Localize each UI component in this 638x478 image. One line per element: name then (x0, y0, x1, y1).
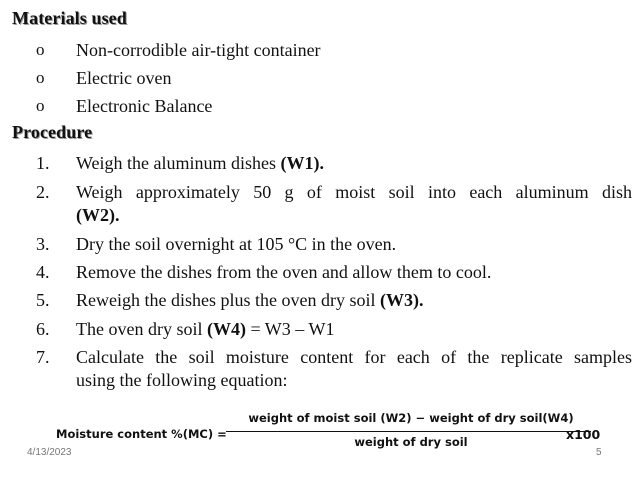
step-text: Calculate the soil moisture content for each of the replicate samples (76, 347, 632, 367)
step-text: = W3 – W1 (245, 319, 335, 339)
formula-numerator: weight of moist soil (W2) − weight of dry soil(W4) (248, 411, 574, 425)
step-bold-text: (W3). (379, 290, 424, 310)
materials-heading: Materials used (12, 8, 127, 28)
step-text: using the following equation: (76, 370, 288, 390)
step-bold-text: (W4) (206, 319, 246, 339)
step-number: 2. (36, 182, 50, 202)
procedure-step (36, 261, 632, 284)
step-number: 3. (36, 234, 50, 254)
procedure-step (36, 289, 632, 312)
step-text: Dry the soil overnight at 105 °C in the oven. (76, 234, 397, 254)
step-text: Remove the dishes from the oven and allow them to cool. (76, 262, 492, 282)
step-text: Weigh approximately 50 g of moist soil into each aluminum dish (76, 182, 632, 202)
step-bold-text: (W2). (76, 205, 120, 225)
step-text: Reweigh the dishes plus the oven dry soil (76, 290, 380, 310)
procedure-step (36, 181, 632, 227)
step-number: 7. (36, 347, 50, 367)
formula-denominator: weight of dry soil (354, 435, 468, 449)
procedure-step (36, 233, 632, 256)
material-item: Electric oven (76, 68, 172, 88)
formula-left-side: Moisture content %(MC) = (56, 427, 227, 441)
formula-multiplier: x100 (566, 427, 601, 442)
page-number: 5 (596, 447, 602, 458)
material-item: Non-corrodible air-tight container (76, 40, 321, 60)
procedure-step (36, 152, 632, 175)
procedure-step (36, 346, 632, 392)
material-item: Electronic Balance (76, 96, 213, 116)
step-text: Weigh the aluminum dishes (76, 153, 281, 173)
step-number: 4. (36, 262, 50, 282)
procedure-heading: Procedure (12, 122, 93, 142)
bullet-icon: o (36, 40, 45, 59)
step-text: The oven dry soil (76, 319, 207, 339)
step-number: 6. (36, 319, 50, 339)
procedure-step (36, 318, 632, 341)
step-number: 5. (36, 290, 50, 310)
bullet-icon: o (36, 96, 45, 115)
fraction-bar (226, 431, 591, 432)
bullet-icon: o (36, 68, 45, 87)
footer-date: 4/13/2023 (27, 447, 72, 458)
moisture-content-formula (56, 410, 601, 450)
step-number: 1. (36, 153, 50, 173)
step-bold-text: (W1). (280, 153, 325, 173)
